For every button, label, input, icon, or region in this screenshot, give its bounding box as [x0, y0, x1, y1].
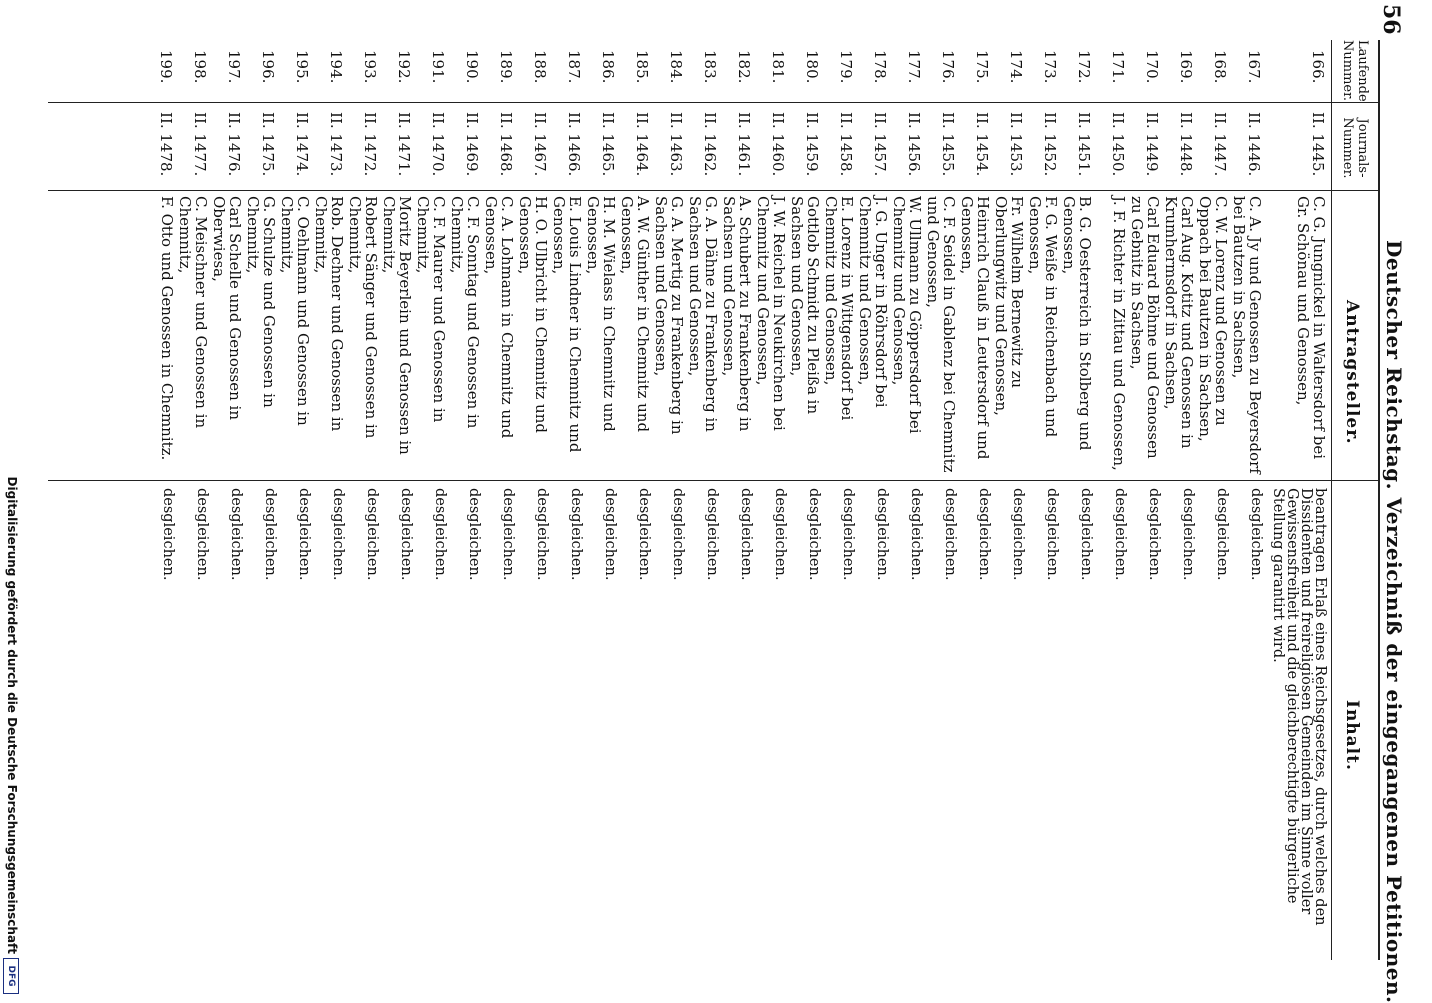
row-laufende-nummer: 199. — [157, 50, 175, 84]
row-antragsteller: E. Louis Lindner in Chemnitz und Genossen, — [550, 196, 584, 453]
row-journal-nummer: II. 1474. — [293, 112, 311, 177]
row-journal-nummer: II. 1461. — [735, 112, 753, 177]
row-antragsteller: C. F. Sonntag und Genossen in Chemnitz, — [448, 196, 482, 429]
row-antragsteller: F. Otto und Genossen in Chemnitz. — [158, 196, 176, 461]
row-inhalt: desgleichen. — [976, 488, 992, 581]
row-inhalt: desgleichen. — [228, 488, 244, 581]
row-journal-nummer: II. 1456. — [905, 112, 923, 177]
row-antragsteller: C. Oehlmann und Genossen in Chemnitz, — [278, 196, 312, 426]
row-antragsteller: Robert Sänger und Genossen in Chemnitz, — [346, 196, 380, 439]
row-journal-nummer: II. 1459. — [803, 112, 821, 177]
row-inhalt: desgleichen. — [534, 488, 550, 581]
row-inhalt: desgleichen. — [636, 488, 652, 581]
row-inhalt: desgleichen. — [398, 488, 414, 581]
row-inhalt: desgleichen. — [670, 488, 686, 581]
row-inhalt: desgleichen. — [1214, 488, 1230, 581]
row-laufende-nummer: 172. — [1075, 50, 1093, 84]
divider-jn — [48, 190, 1378, 191]
row-laufende-nummer: 177. — [905, 50, 923, 84]
row-inhalt: desgleichen. — [1146, 488, 1162, 581]
row-inhalt: desgleichen. — [874, 488, 890, 581]
row-laufende-nummer: 198. — [191, 50, 209, 84]
row-inhalt: desgleichen. — [160, 488, 176, 581]
row-laufende-nummer: 182. — [735, 50, 753, 84]
row-journal-nummer: II. 1457. — [871, 112, 889, 177]
page-title: Deutscher Reichstag. Verzeichniß der eingegangenen Petitionen. — [1382, 240, 1406, 1003]
row-journal-nummer: II. 1451. — [1075, 112, 1093, 177]
row-journal-nummer: II. 1453. — [1007, 112, 1025, 177]
row-journal-nummer: II. 1450. — [1109, 112, 1127, 177]
row-antragsteller: C. A. Lohmann in Chemnitz und Genossen, — [482, 196, 516, 439]
row-journal-nummer: II. 1452. — [1041, 112, 1059, 177]
row-inhalt: desgleichen. — [330, 488, 346, 581]
row-inhalt: desgleichen. — [840, 488, 856, 581]
row-inhalt: desgleichen. — [1112, 488, 1128, 581]
row-antragsteller: G. Schulze und Genossen in Chemnitz, — [244, 196, 278, 408]
row-laufende-nummer: 176. — [939, 50, 957, 84]
divider-ant — [48, 480, 1378, 481]
row-laufende-nummer: 196. — [259, 50, 277, 84]
row-journal-nummer: II. 1468. — [497, 112, 515, 177]
row-antragsteller: Moritz Beyerlein und Genossen in Chemnitz, — [380, 196, 414, 455]
row-journal-nummer: II. 1471. — [395, 112, 413, 177]
row-antragsteller: J. F. Richter in Zittau und Genossen, — [1110, 196, 1128, 471]
row-laufende-nummer: 191. — [429, 50, 447, 84]
row-laufende-nummer: 178. — [871, 50, 889, 84]
row-inhalt: desgleichen. — [1078, 488, 1094, 581]
dfg-logo: DFG — [3, 958, 19, 994]
row-antragsteller: Rob. Dechner und Genossen in Chemnitz, — [312, 196, 346, 432]
row-antragsteller: F. G. Weiße in Reichenbach und Genossen, — [1026, 196, 1060, 438]
row-laufende-nummer: 185. — [633, 50, 651, 84]
row-journal-nummer: II. 1465. — [599, 112, 617, 177]
row-inhalt: desgleichen. — [364, 488, 380, 581]
header-laufende: Laufende — [1355, 40, 1370, 102]
row-journal-nummer: II. 1462. — [701, 112, 719, 177]
row-antragsteller: C. F. Seidel in Gablenz bei Chemnitz und Genossen, — [924, 196, 958, 473]
row-antragsteller: H. O. Ulbricht in Chemnitz und Genossen, — [516, 196, 550, 433]
row-laufende-nummer: 183. — [701, 50, 719, 84]
row-antragsteller: Gottlob Schmidt zu Pleißa in Sachsen und Genossen, — [788, 196, 822, 415]
divider-lfd — [48, 102, 1378, 103]
row-laufende-nummer: 187. — [565, 50, 583, 84]
row-inhalt: desgleichen. — [772, 488, 788, 581]
row-inhalt: desgleichen. — [602, 488, 618, 581]
footer-text: Digitalisierung gefördert durch die Deutsche Forschungsgemeinschaft — [5, 476, 19, 954]
row-laufende-nummer: 186. — [599, 50, 617, 84]
header-bottom-rule — [1331, 40, 1332, 960]
row-journal-nummer: II. 1466. — [565, 112, 583, 177]
page-number: 56 — [1378, 4, 1404, 35]
row-journal-nummer: II. 1445. — [1309, 112, 1327, 177]
row-inhalt: desgleichen. — [500, 488, 516, 581]
row-antragsteller: J. W. Reichel in Neukirchen bei Chemnitz und Genossen, — [754, 196, 788, 431]
row-journal-nummer: II. 1469. — [463, 112, 481, 177]
row-inhalt: desgleichen. — [738, 488, 754, 581]
row-inhalt: desgleichen. — [1044, 488, 1060, 581]
row-laufende-nummer: 195. — [293, 50, 311, 84]
row-laufende-nummer: 169. — [1177, 50, 1195, 84]
row-laufende-nummer: 173. — [1041, 50, 1059, 84]
row-laufende-nummer: 184. — [667, 50, 685, 84]
row-inhalt: desgleichen. — [908, 488, 924, 581]
row-antragsteller: B. G. Oesterreich in Stolberg und Genossen, — [1060, 196, 1094, 451]
header-inhalt: Inhalt. — [1342, 700, 1362, 771]
row-antragsteller: Carl Aug. Kotitz und Genossen in Krumhermsdorf in Sachsen, — [1162, 196, 1196, 449]
row-laufende-nummer: 180. — [803, 50, 821, 84]
row-antragsteller: E. Lorenz in Wittgensdorf bei Chemnitz und Genossen, — [822, 196, 856, 421]
row-antragsteller: C. G. Jungnickel in Waltersdorf bei Gr. Schönau und Genossen, — [1294, 196, 1328, 460]
row-antragsteller: C. Meischner und Genossen in Chemnitz, — [176, 196, 210, 429]
row-journal-nummer: II. 1455. — [939, 112, 957, 177]
row-laufende-nummer: 179. — [837, 50, 855, 84]
row-laufende-nummer: 167. — [1245, 50, 1263, 84]
row-antragsteller: A. Schubert zu Frankenberg in Sachsen und Genossen, — [720, 196, 754, 432]
row-laufende-nummer: 174. — [1007, 50, 1025, 84]
row-antragsteller: W. Ullmann zu Göppersdorf bei Chemnitz und Genossen, — [890, 196, 924, 434]
row-laufende-nummer: 175. — [973, 50, 991, 84]
header-journal-num: Nummer. — [1340, 117, 1355, 179]
row-journal-nummer: II. 1464. — [633, 112, 651, 177]
row-inhalt: desgleichen. — [942, 488, 958, 581]
row-laufende-nummer: 171. — [1109, 50, 1127, 84]
row-inhalt: desgleichen. — [432, 488, 448, 581]
row-antragsteller: Fr. Wilhelm Bernewitz zu Oberlungwitz und Genossen, — [992, 196, 1026, 416]
row-journal-nummer: II. 1470. — [429, 112, 447, 177]
row-journal-nummer: II. 1449. — [1143, 112, 1161, 177]
row-journal-nummer: II. 1463. — [667, 112, 685, 177]
header-journal-nummer — [1340, 108, 1370, 188]
row-laufende-nummer: 170. — [1143, 50, 1161, 84]
row-journal-nummer: II. 1454. — [973, 112, 991, 177]
footer — [2, 0, 20, 1000]
row-inhalt: desgleichen. — [704, 488, 720, 581]
row-journal-nummer: II. 1475. — [259, 112, 277, 177]
row-journal-nummer: II. 1467. — [531, 112, 549, 177]
row-inhalt: desgleichen. — [296, 488, 312, 581]
row-laufende-nummer: 197. — [225, 50, 243, 84]
row-inhalt: desgleichen. — [1180, 488, 1196, 581]
row-journal-nummer: II. 1446. — [1245, 112, 1263, 177]
row-inhalt: desgleichen. — [806, 488, 822, 581]
row-laufende-nummer: 188. — [531, 50, 549, 84]
row-laufende-nummer: 189. — [497, 50, 515, 84]
row-journal-nummer: II. 1476. — [225, 112, 243, 177]
row-laufende-nummer: 194. — [327, 50, 345, 84]
row-journal-nummer: II. 1477. — [191, 112, 209, 177]
row-inhalt: desgleichen. — [1248, 488, 1264, 581]
row-inhalt: desgleichen. — [568, 488, 584, 581]
row-antragsteller: Heinrich Clauß in Leutersdorf und Genossen, — [958, 196, 992, 460]
row-journal-nummer: II. 1472. — [361, 112, 379, 177]
row-journal-nummer: II. 1447. — [1211, 112, 1229, 177]
row-journal-nummer: II. 1448. — [1177, 112, 1195, 177]
row-antragsteller: G. A. Mertig zu Frankenberg in Sachsen und Genossen, — [652, 196, 686, 435]
row-laufende-nummer: 181. — [769, 50, 787, 84]
row-antragsteller: H. M. Wielass in Chemnitz und Genossen, — [584, 196, 618, 432]
row-inhalt: desgleichen. — [1010, 488, 1026, 581]
header-journals: Journals- — [1355, 118, 1370, 178]
row-inhalt: beantragen Erlaß eines Reichsgesetzes, durch welches den Dissidenten und freireligiösen Gemeinden im Sinne voller Gewissensfreiheit und die gleichberechtigte bürgerliche Stellung garantirt wird. — [1270, 488, 1328, 926]
header-nummer: Nummer. — [1340, 40, 1355, 102]
header-antragsteller: Antragsteller. — [1342, 300, 1362, 445]
row-inhalt: desgleichen. — [194, 488, 210, 581]
row-antragsteller: Carl Schelle und Genossen in Oberwiesa, — [210, 196, 244, 421]
row-journal-nummer: II. 1478. — [157, 112, 175, 177]
row-antragsteller: C. F. Maurer und Genossen in Chemnitz, — [414, 196, 448, 423]
row-antragsteller: A. W. Günther in Chemnitz und Genossen, — [618, 196, 652, 433]
row-antragsteller: C. W. Lorenz und Genossen zu Oppach bei Bautzen in Sachsen, — [1196, 196, 1230, 442]
row-inhalt: desgleichen. — [466, 488, 482, 581]
row-inhalt: desgleichen. — [262, 488, 278, 581]
header-top-rule — [1378, 40, 1380, 960]
row-antragsteller: J. G. Unger in Röhrsdorf bei Chemnitz und Genossen, — [856, 196, 890, 408]
row-laufende-nummer: 193. — [361, 50, 379, 84]
row-antragsteller: G. A. Dähne zu Frankenberg in Sachsen und Genossen, — [686, 196, 720, 432]
row-laufende-nummer: 168. — [1211, 50, 1229, 84]
row-laufende-nummer: 192. — [395, 50, 413, 84]
row-antragsteller: C. A. Jy und Genossen zu Beyersdorf bei Bautzen in Sachsen, — [1230, 196, 1264, 474]
row-antragsteller: Carl Eduard Böhme und Genossen zu Gebnitz in Sachsen, — [1128, 196, 1162, 459]
row-journal-nummer: II. 1460. — [769, 112, 787, 177]
row-laufende-nummer: 190. — [463, 50, 481, 84]
header-laufende-nummer — [1340, 40, 1370, 100]
row-journal-nummer: II. 1458. — [837, 112, 855, 177]
row-journal-nummer: II. 1473. — [327, 112, 345, 177]
row-laufende-nummer: 166. — [1309, 50, 1327, 84]
